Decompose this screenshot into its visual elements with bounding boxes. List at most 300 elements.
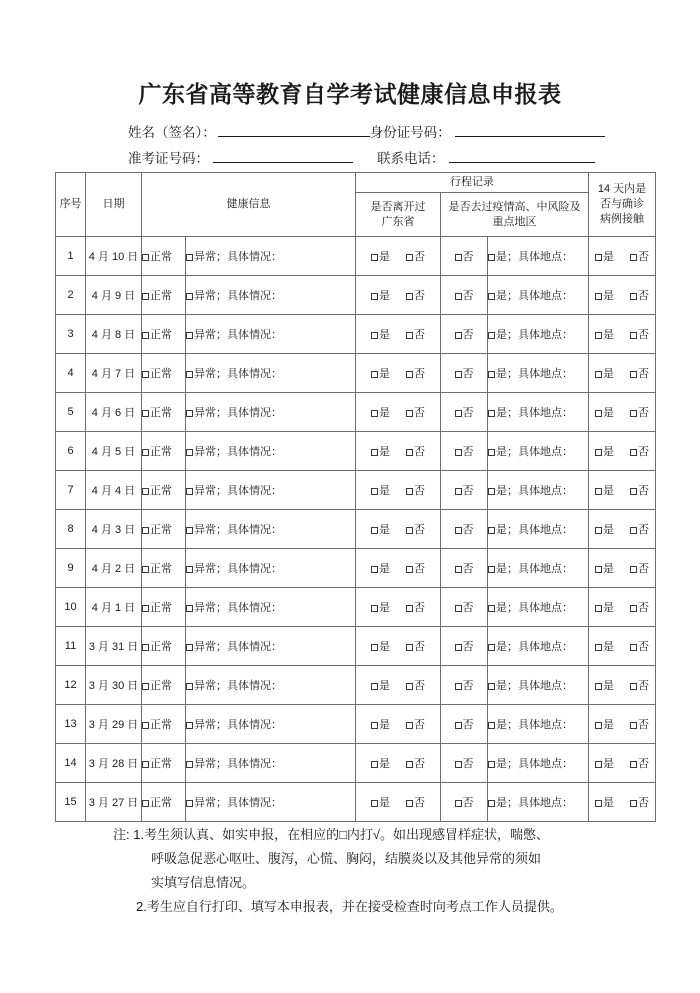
checkbox[interactable] — [406, 722, 413, 729]
option-risk-no[interactable] — [455, 599, 474, 615]
cell-health-abnormal[interactable] — [186, 510, 356, 549]
checkbox[interactable] — [455, 566, 462, 573]
option-risk-no[interactable] — [455, 716, 474, 732]
checkbox[interactable] — [595, 722, 602, 729]
cell-risk-no[interactable] — [441, 471, 488, 510]
cell-health-abnormal[interactable] — [186, 393, 356, 432]
cell-risk-yes[interactable] — [488, 744, 589, 783]
option-left-no[interactable] — [406, 716, 425, 732]
option-abnormal[interactable] — [186, 794, 282, 810]
option-risk-yes[interactable] — [488, 560, 573, 576]
cell-left-guangdong[interactable] — [356, 744, 441, 783]
cell-health-normal[interactable] — [142, 705, 186, 744]
checkbox[interactable] — [186, 605, 193, 612]
cell-risk-no[interactable] — [441, 549, 488, 588]
checkbox[interactable] — [406, 800, 413, 807]
cell-risk-yes[interactable] — [488, 588, 589, 627]
checkbox[interactable] — [455, 761, 462, 768]
cell-health-normal[interactable] — [142, 432, 186, 471]
option-risk-no[interactable] — [455, 365, 474, 381]
option-risk-no[interactable] — [455, 443, 474, 459]
checkbox[interactable] — [595, 293, 602, 300]
checkbox[interactable] — [142, 761, 149, 768]
option-normal[interactable] — [142, 443, 172, 459]
checkbox[interactable] — [186, 254, 193, 261]
option-abnormal[interactable] — [186, 599, 282, 615]
option-abnormal[interactable] — [186, 755, 282, 771]
checkbox[interactable] — [142, 566, 149, 573]
checkbox[interactable] — [371, 254, 378, 261]
cell-risk-no[interactable] — [441, 744, 488, 783]
option-contact-yes[interactable] — [595, 716, 614, 732]
cell-risk-yes[interactable] — [488, 393, 589, 432]
cell-health-normal[interactable] — [142, 783, 186, 822]
checkbox[interactable] — [406, 527, 413, 534]
cell-health-abnormal[interactable] — [186, 588, 356, 627]
cell-contact-14d[interactable] — [589, 588, 656, 627]
checkbox[interactable] — [406, 410, 413, 417]
checkbox[interactable] — [142, 410, 149, 417]
checkbox[interactable] — [488, 371, 495, 378]
checkbox[interactable] — [455, 332, 462, 339]
checkbox[interactable] — [595, 683, 602, 690]
checkbox[interactable] — [455, 371, 462, 378]
checkbox[interactable] — [630, 527, 637, 534]
option-contact-yes[interactable] — [595, 365, 614, 381]
option-abnormal[interactable] — [186, 404, 282, 420]
checkbox[interactable] — [630, 293, 637, 300]
cell-contact-14d[interactable] — [589, 783, 656, 822]
checkbox[interactable] — [488, 527, 495, 534]
checkbox[interactable] — [488, 293, 495, 300]
cell-risk-no[interactable] — [441, 510, 488, 549]
cell-health-normal[interactable] — [142, 237, 186, 276]
checkbox[interactable] — [186, 332, 193, 339]
cell-health-normal[interactable] — [142, 354, 186, 393]
cell-health-abnormal[interactable] — [186, 432, 356, 471]
option-normal[interactable] — [142, 599, 172, 615]
cell-risk-no[interactable] — [441, 666, 488, 705]
checkbox[interactable] — [406, 371, 413, 378]
cell-risk-yes[interactable] — [488, 666, 589, 705]
option-left-no[interactable] — [406, 677, 425, 693]
checkbox[interactable] — [406, 605, 413, 612]
checkbox[interactable] — [595, 332, 602, 339]
cell-risk-yes[interactable] — [488, 432, 589, 471]
checkbox[interactable] — [142, 683, 149, 690]
checkbox[interactable] — [488, 722, 495, 729]
checkbox[interactable] — [630, 800, 637, 807]
option-abnormal[interactable] — [186, 638, 282, 654]
option-risk-yes[interactable] — [488, 365, 573, 381]
checkbox[interactable] — [142, 527, 149, 534]
cell-health-normal[interactable] — [142, 666, 186, 705]
cell-health-abnormal[interactable] — [186, 549, 356, 588]
option-contact-no[interactable] — [630, 560, 649, 576]
cell-contact-14d[interactable] — [589, 432, 656, 471]
option-contact-yes[interactable] — [595, 677, 614, 693]
checkbox[interactable] — [371, 605, 378, 612]
option-left-no[interactable] — [406, 638, 425, 654]
option-left-yes[interactable] — [371, 404, 390, 420]
checkbox[interactable] — [630, 644, 637, 651]
checkbox[interactable] — [455, 800, 462, 807]
cell-contact-14d[interactable] — [589, 705, 656, 744]
cell-left-guangdong[interactable] — [356, 705, 441, 744]
checkbox[interactable] — [371, 800, 378, 807]
checkbox[interactable] — [371, 527, 378, 534]
checkbox[interactable] — [371, 449, 378, 456]
option-risk-no[interactable] — [455, 326, 474, 342]
cell-health-abnormal[interactable] — [186, 666, 356, 705]
option-left-no[interactable] — [406, 755, 425, 771]
checkbox[interactable] — [595, 605, 602, 612]
checkbox[interactable] — [630, 683, 637, 690]
cell-left-guangdong[interactable] — [356, 237, 441, 276]
cell-contact-14d[interactable] — [589, 510, 656, 549]
cell-health-abnormal[interactable] — [186, 744, 356, 783]
cell-risk-no[interactable] — [441, 588, 488, 627]
checkbox[interactable] — [595, 800, 602, 807]
checkbox[interactable] — [595, 488, 602, 495]
option-normal[interactable] — [142, 365, 172, 381]
option-left-yes[interactable] — [371, 365, 390, 381]
checkbox[interactable] — [455, 410, 462, 417]
cell-risk-no[interactable] — [441, 276, 488, 315]
option-left-no[interactable] — [406, 794, 425, 810]
option-left-yes[interactable] — [371, 755, 390, 771]
option-risk-no[interactable] — [455, 248, 474, 264]
cell-health-normal[interactable] — [142, 393, 186, 432]
checkbox[interactable] — [595, 527, 602, 534]
checkbox[interactable] — [595, 644, 602, 651]
option-normal[interactable] — [142, 248, 172, 264]
checkbox[interactable] — [186, 761, 193, 768]
option-risk-no[interactable] — [455, 521, 474, 537]
checkbox[interactable] — [488, 566, 495, 573]
checkbox[interactable] — [142, 371, 149, 378]
option-risk-yes[interactable] — [488, 482, 573, 498]
checkbox[interactable] — [371, 488, 378, 495]
checkbox[interactable] — [455, 293, 462, 300]
cell-contact-14d[interactable] — [589, 549, 656, 588]
option-left-yes[interactable] — [371, 326, 390, 342]
option-left-yes[interactable] — [371, 638, 390, 654]
checkbox[interactable] — [186, 293, 193, 300]
checkbox[interactable] — [142, 254, 149, 261]
cell-health-abnormal[interactable] — [186, 276, 356, 315]
checkbox[interactable] — [488, 644, 495, 651]
checkbox[interactable] — [630, 254, 637, 261]
cell-left-guangdong[interactable] — [356, 549, 441, 588]
checkbox[interactable] — [630, 605, 637, 612]
cell-health-normal[interactable] — [142, 315, 186, 354]
checkbox[interactable] — [371, 761, 378, 768]
checkbox[interactable] — [595, 254, 602, 261]
option-left-no[interactable] — [406, 482, 425, 498]
option-risk-yes[interactable] — [488, 638, 573, 654]
option-left-yes[interactable] — [371, 677, 390, 693]
option-abnormal[interactable] — [186, 326, 282, 342]
option-contact-yes[interactable] — [595, 404, 614, 420]
checkbox[interactable] — [406, 488, 413, 495]
option-risk-no[interactable] — [455, 677, 474, 693]
cell-health-normal[interactable] — [142, 549, 186, 588]
cell-risk-no[interactable] — [441, 315, 488, 354]
cell-risk-yes[interactable] — [488, 627, 589, 666]
option-contact-no[interactable] — [630, 443, 649, 459]
option-normal[interactable] — [142, 560, 172, 576]
checkbox[interactable] — [630, 449, 637, 456]
option-risk-no[interactable] — [455, 755, 474, 771]
option-left-no[interactable] — [406, 599, 425, 615]
checkbox[interactable] — [455, 449, 462, 456]
cell-risk-no[interactable] — [441, 354, 488, 393]
cell-risk-yes[interactable] — [488, 549, 589, 588]
checkbox[interactable] — [186, 410, 193, 417]
cell-left-guangdong[interactable] — [356, 354, 441, 393]
option-risk-no[interactable] — [455, 482, 474, 498]
option-normal[interactable] — [142, 794, 172, 810]
cell-left-guangdong[interactable] — [356, 315, 441, 354]
option-abnormal[interactable] — [186, 482, 282, 498]
cell-risk-yes[interactable] — [488, 471, 589, 510]
checkbox[interactable] — [595, 371, 602, 378]
checkbox[interactable] — [488, 449, 495, 456]
cell-risk-no[interactable] — [441, 237, 488, 276]
checkbox[interactable] — [455, 527, 462, 534]
checkbox[interactable] — [186, 644, 193, 651]
checkbox[interactable] — [406, 761, 413, 768]
checkbox[interactable] — [142, 293, 149, 300]
option-abnormal[interactable] — [186, 560, 282, 576]
option-normal[interactable] — [142, 716, 172, 732]
cell-contact-14d[interactable] — [589, 666, 656, 705]
option-contact-no[interactable] — [630, 365, 649, 381]
checkbox[interactable] — [488, 605, 495, 612]
checkbox[interactable] — [406, 332, 413, 339]
option-abnormal[interactable] — [186, 677, 282, 693]
cell-health-abnormal[interactable] — [186, 471, 356, 510]
checkbox[interactable] — [630, 566, 637, 573]
option-normal[interactable] — [142, 638, 172, 654]
checkbox[interactable] — [630, 410, 637, 417]
option-normal[interactable] — [142, 677, 172, 693]
option-risk-yes[interactable] — [488, 716, 573, 732]
cell-health-abnormal[interactable] — [186, 315, 356, 354]
option-risk-no[interactable] — [455, 287, 474, 303]
checkbox[interactable] — [630, 332, 637, 339]
option-risk-yes[interactable] — [488, 755, 573, 771]
checkbox[interactable] — [142, 605, 149, 612]
option-left-no[interactable] — [406, 443, 425, 459]
option-contact-yes[interactable] — [595, 599, 614, 615]
option-contact-no[interactable] — [630, 404, 649, 420]
option-contact-yes[interactable] — [595, 521, 614, 537]
checkbox[interactable] — [488, 410, 495, 417]
checkbox[interactable] — [186, 683, 193, 690]
checkbox[interactable] — [186, 371, 193, 378]
option-contact-yes[interactable] — [595, 794, 614, 810]
option-left-no[interactable] — [406, 248, 425, 264]
option-abnormal[interactable] — [186, 287, 282, 303]
cell-health-abnormal[interactable] — [186, 627, 356, 666]
option-normal[interactable] — [142, 755, 172, 771]
option-risk-yes[interactable] — [488, 794, 573, 810]
phone-field[interactable] — [449, 149, 595, 163]
option-contact-yes[interactable] — [595, 560, 614, 576]
cell-health-abnormal[interactable] — [186, 237, 356, 276]
checkbox[interactable] — [455, 722, 462, 729]
checkbox[interactable] — [142, 449, 149, 456]
option-risk-yes[interactable] — [488, 248, 573, 264]
cell-contact-14d[interactable] — [589, 315, 656, 354]
option-contact-no[interactable] — [630, 755, 649, 771]
checkbox[interactable] — [186, 527, 193, 534]
checkbox[interactable] — [630, 761, 637, 768]
option-risk-no[interactable] — [455, 638, 474, 654]
checkbox[interactable] — [455, 254, 462, 261]
cell-risk-no[interactable] — [441, 705, 488, 744]
cell-health-normal[interactable] — [142, 510, 186, 549]
checkbox[interactable] — [488, 683, 495, 690]
cell-left-guangdong[interactable] — [356, 510, 441, 549]
option-contact-no[interactable] — [630, 287, 649, 303]
option-normal[interactable] — [142, 482, 172, 498]
option-normal[interactable] — [142, 521, 172, 537]
checkbox[interactable] — [186, 722, 193, 729]
option-left-no[interactable] — [406, 560, 425, 576]
checkbox[interactable] — [630, 722, 637, 729]
option-contact-yes[interactable] — [595, 248, 614, 264]
option-contact-yes[interactable] — [595, 755, 614, 771]
option-left-yes[interactable] — [371, 521, 390, 537]
option-contact-no[interactable] — [630, 599, 649, 615]
cell-risk-yes[interactable] — [488, 510, 589, 549]
cell-risk-yes[interactable] — [488, 354, 589, 393]
cell-risk-yes[interactable] — [488, 705, 589, 744]
cell-risk-no[interactable] — [441, 783, 488, 822]
checkbox[interactable] — [455, 488, 462, 495]
option-abnormal[interactable] — [186, 365, 282, 381]
option-left-yes[interactable] — [371, 287, 390, 303]
option-left-yes[interactable] — [371, 248, 390, 264]
option-left-no[interactable] — [406, 521, 425, 537]
checkbox[interactable] — [186, 488, 193, 495]
checkbox[interactable] — [371, 566, 378, 573]
checkbox[interactable] — [371, 683, 378, 690]
cell-health-abnormal[interactable] — [186, 783, 356, 822]
option-risk-no[interactable] — [455, 794, 474, 810]
cell-left-guangdong[interactable] — [356, 471, 441, 510]
cell-left-guangdong[interactable] — [356, 588, 441, 627]
checkbox[interactable] — [406, 254, 413, 261]
option-contact-yes[interactable] — [595, 287, 614, 303]
option-contact-yes[interactable] — [595, 326, 614, 342]
cell-contact-14d[interactable] — [589, 276, 656, 315]
option-abnormal[interactable] — [186, 248, 282, 264]
checkbox[interactable] — [455, 683, 462, 690]
option-left-yes[interactable] — [371, 482, 390, 498]
cell-risk-yes[interactable] — [488, 783, 589, 822]
cell-health-normal[interactable] — [142, 276, 186, 315]
checkbox[interactable] — [406, 293, 413, 300]
checkbox[interactable] — [488, 332, 495, 339]
ticket-number-field[interactable] — [213, 149, 353, 163]
checkbox[interactable] — [371, 332, 378, 339]
option-abnormal[interactable] — [186, 443, 282, 459]
checkbox[interactable] — [186, 800, 193, 807]
option-risk-yes[interactable] — [488, 287, 573, 303]
checkbox[interactable] — [142, 332, 149, 339]
checkbox[interactable] — [371, 644, 378, 651]
name-field[interactable] — [218, 123, 370, 137]
option-contact-no[interactable] — [630, 248, 649, 264]
checkbox[interactable] — [406, 449, 413, 456]
cell-left-guangdong[interactable] — [356, 432, 441, 471]
checkbox[interactable] — [142, 644, 149, 651]
option-left-yes[interactable] — [371, 443, 390, 459]
option-normal[interactable] — [142, 326, 172, 342]
checkbox[interactable] — [142, 722, 149, 729]
option-left-no[interactable] — [406, 365, 425, 381]
option-left-no[interactable] — [406, 326, 425, 342]
checkbox[interactable] — [186, 449, 193, 456]
option-risk-no[interactable] — [455, 404, 474, 420]
option-contact-no[interactable] — [630, 521, 649, 537]
option-contact-no[interactable] — [630, 677, 649, 693]
checkbox[interactable] — [630, 488, 637, 495]
cell-left-guangdong[interactable] — [356, 627, 441, 666]
option-normal[interactable] — [142, 287, 172, 303]
cell-risk-no[interactable] — [441, 393, 488, 432]
cell-risk-no[interactable] — [441, 432, 488, 471]
checkbox[interactable] — [595, 410, 602, 417]
checkbox[interactable] — [371, 371, 378, 378]
checkbox[interactable] — [371, 293, 378, 300]
cell-health-normal[interactable] — [142, 744, 186, 783]
option-left-yes[interactable] — [371, 794, 390, 810]
checkbox[interactable] — [406, 566, 413, 573]
option-contact-no[interactable] — [630, 638, 649, 654]
option-contact-yes[interactable] — [595, 482, 614, 498]
checkbox[interactable] — [595, 761, 602, 768]
cell-contact-14d[interactable] — [589, 393, 656, 432]
option-risk-yes[interactable] — [488, 677, 573, 693]
cell-contact-14d[interactable] — [589, 471, 656, 510]
checkbox[interactable] — [595, 449, 602, 456]
id-number-field[interactable] — [455, 123, 605, 137]
option-left-yes[interactable] — [371, 560, 390, 576]
cell-left-guangdong[interactable] — [356, 783, 441, 822]
cell-contact-14d[interactable] — [589, 627, 656, 666]
option-left-no[interactable] — [406, 404, 425, 420]
option-abnormal[interactable] — [186, 521, 282, 537]
cell-health-abnormal[interactable] — [186, 354, 356, 393]
checkbox[interactable] — [186, 566, 193, 573]
cell-health-abnormal[interactable] — [186, 705, 356, 744]
cell-risk-no[interactable] — [441, 627, 488, 666]
cell-health-normal[interactable] — [142, 471, 186, 510]
checkbox[interactable] — [406, 683, 413, 690]
option-left-yes[interactable] — [371, 716, 390, 732]
checkbox[interactable] — [488, 800, 495, 807]
cell-left-guangdong[interactable] — [356, 276, 441, 315]
checkbox[interactable] — [371, 410, 378, 417]
option-left-yes[interactable] — [371, 599, 390, 615]
option-contact-yes[interactable] — [595, 443, 614, 459]
checkbox[interactable] — [488, 254, 495, 261]
